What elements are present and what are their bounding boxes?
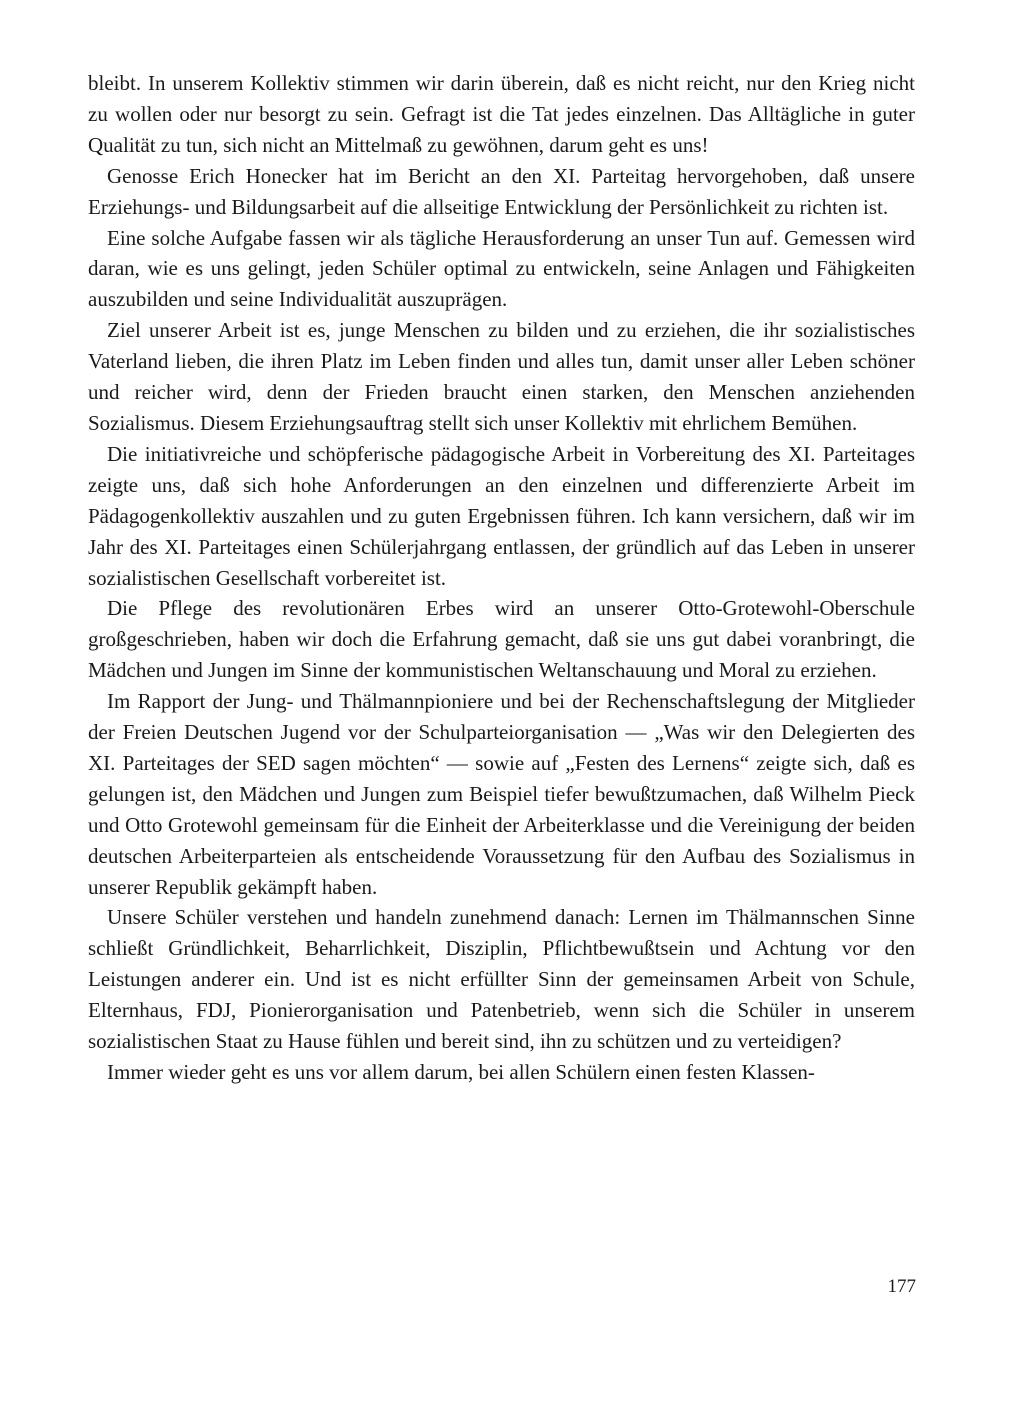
page-body — [88, 68, 915, 1088]
paragraph-5: Die initiativreiche und schöpferische pädagogische Arbeit in Vorbereitung des XI. Parteitages zeigte uns, daß sich hohe Anforderungen an den einzelnen und differenzierte Arbeit im Pädagogenkollektiv auszahlen und zu guten Ergebnissen führen. Ich kann versichern, daß wir im Jahr des XI. Parteitages einen Schülerjahrgang entlassen, der gründlich auf das Leben in unserer sozialistischen Gesellschaft vorbereitet ist. — [88, 441, 915, 590]
paragraph-2: Genosse Erich Honecker hat im Bericht an den XI. Parteitag hervorgehoben, daß unsere Erziehungs- und Bildungsarbeit auf die allseitige Entwicklung der Persönlichkeit zu richten ist. — [88, 163, 915, 219]
paragraph-6: Die Pflege des revolutionären Erbes wird an unserer Otto-Grotewohl-Oberschule großgeschrieben, haben wir doch die Erfahrung gemacht, daß sie uns gut dabei voranbringt, die Mädchen und Jungen im Sinne der kommunistischen Weltanschauung und Moral zu erziehen. — [88, 596, 915, 683]
paragraph-1: bleibt. In unserem Kollektiv stimmen wir darin überein, daß es nicht reicht, nur den Krieg nicht zu wollen oder nur besorgt zu sein. Gefragt ist die Tat jedes einzelnen. Das Alltägliche in guter Qualität zu tun, sich nicht an Mittelmaß zu gewöhnen, darum geht es uns! — [88, 71, 915, 157]
paragraph-4: Ziel unserer Arbeit ist es, junge Menschen zu bilden und zu erziehen, die ihr sozialistisches Vaterland lieben, die ihren Platz im Leben finden und alles tun, damit unser aller Leben schöner und reicher wird, denn der Frieden braucht einen starken, den Menschen anziehenden Sozialismus. Diesem Erziehungsauftrag stellt sich unser Kollektiv mit ehrlichem Bemühen. — [88, 318, 915, 435]
paragraph-8: Unsere Schüler verstehen und handeln zunehmend danach: Lernen im Thälmannschen Sinne schließt Gründlichkeit, Beharrlichkeit, Disziplin, Pflichtbewußtsein und Achtung vor den Leistungen anderer ein. Und ist es nicht erfüllter Sinn der gemeinsamen Arbeit von Schule, Elternhaus, FDJ, Pionierorganisation und Patenbetrieb, wenn sich die Schüler in unserem sozialistischen Staat zu Hause fühlen und bereit sind, ihn zu schützen und zu verteidigen? — [88, 905, 915, 1054]
page-number: 177 — [887, 1276, 916, 1297]
paragraph-3: Eine solche Aufgabe fassen wir als tägliche Herausforderung an unser Tun auf. Gemessen wird daran, wie es uns gelingt, jeden Schüler optimal zu entwickeln, seine Anlagen und Fähigkeiten auszubilden und seine Individualität auszuprägen. — [88, 225, 915, 312]
paragraph-9: Immer wieder geht es uns vor allem darum, bei allen Schülern einen festen Klassen- — [107, 1060, 815, 1084]
paragraph-7: Im Rapport der Jung- und Thälmannpioniere und bei der Rechenschaftslegung der Mitglieder der Freien Deutschen Jugend vor der Schulparteiorganisation — „Was wir den Delegierten des XI. Parteitages der SED sagen möchten“ — sowie auf „Festen des Lernens“ zeigte sich, daß es gelungen ist, den Mädchen und Jungen zum Beispiel tiefer bewußtzumachen, daß Wilhelm Pieck und Otto Grotewohl gemeinsam für die Einheit der Arbeiterklasse und die Vereinigung der beiden deutschen Arbeiterparteien als entscheidende Voraussetzung für den Aufbau des Sozialismus in unserer Republik gekämpft haben. — [88, 689, 915, 899]
